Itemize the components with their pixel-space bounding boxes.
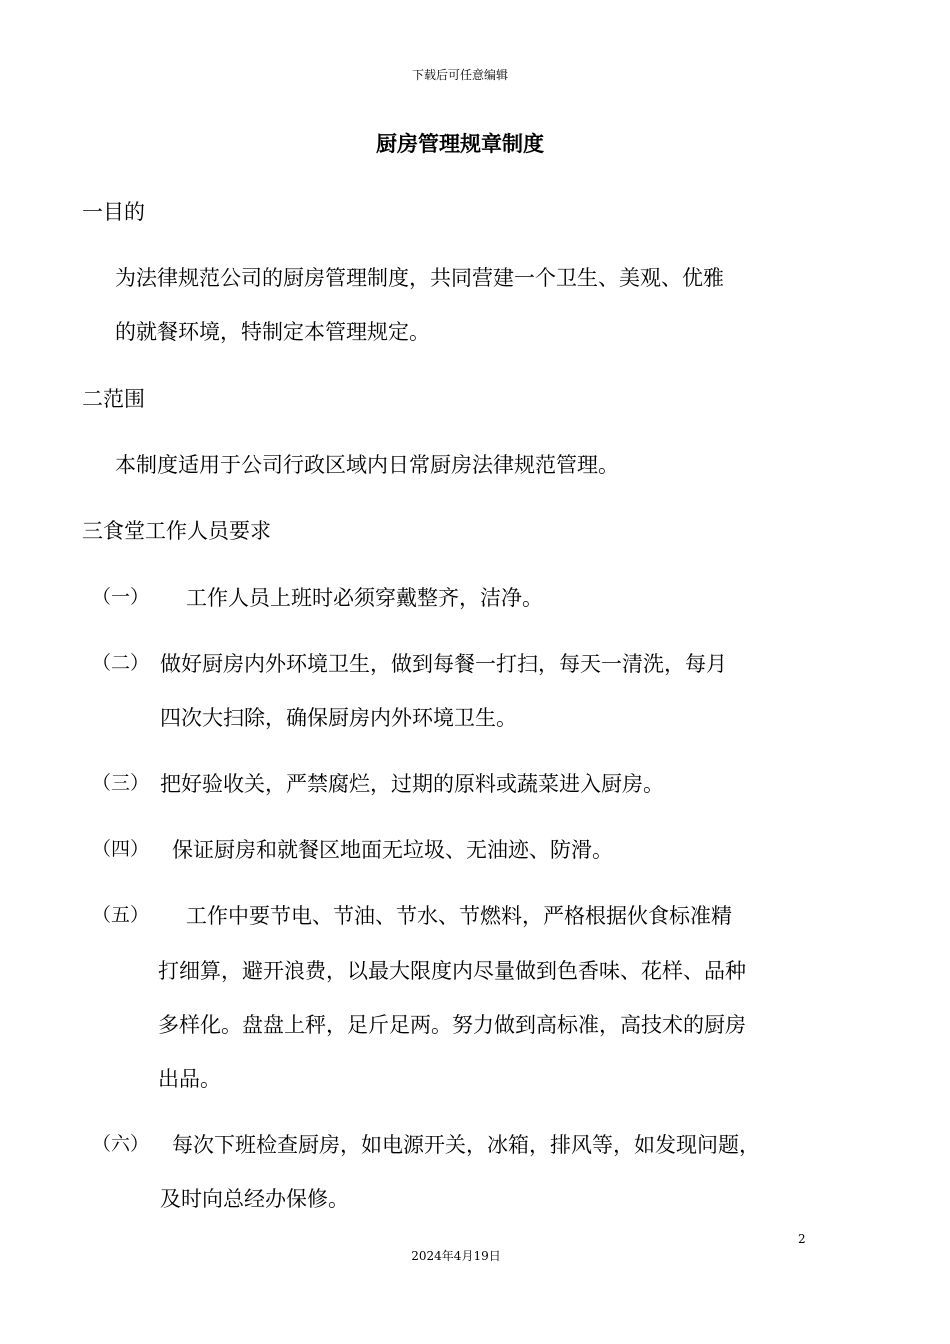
item-text-line: 每次下班检查厨房，如电源开关，冰箱，排风等，如发现问题， [172,1133,760,1157]
section-heading-staff-requirements: 三食堂工作人员要求 [82,519,271,543]
section-heading-purpose: 一目的 [82,200,145,224]
purpose-text-line-2: 的就餐环境，特制定本管理规定。 [115,320,430,344]
section-heading-scope: 二范围 [82,387,145,411]
item-text-line: 打细算，避开浪费，以最大限度内尽量做到色香味、花样、品种 [158,959,746,983]
item-text-line: 四次大扫除，确保厨房内外环境卫生。 [160,706,517,730]
footer-date: 2024年4月19日 [411,1249,501,1263]
item-text-line: 出品。 [158,1067,221,1091]
item-text-line: 保证厨房和就餐区地面无垃圾、无油迹、防滑。 [172,838,613,862]
item-text-line: 工作人员上班时必须穿戴整齐，洁净。 [186,586,543,610]
item-text-line: 及时向总经办保修。 [160,1187,349,1211]
item-text-line: 做好厨房内外环境卫生，做到每餐一打扫，每天一清洗，每月 [160,652,727,676]
item-number: （三） [92,772,150,794]
item-number: （一） [92,586,150,608]
document-title: 厨房管理规章制度 [376,132,544,156]
item-text-line: 多样化。盘盘上秤，足斤足两。努力做到高标准，高技术的厨房 [158,1013,746,1037]
item-text-line: 工作中要节电、节油、节水、节燃料，严格根据伙食标准精 [186,904,732,928]
purpose-text-line-1: 为法律规范公司的厨房管理制度，共同营建一个卫生、美观、优雅 [115,266,724,290]
item-text-line: 把好验收关，严禁腐烂，过期的原料或蔬菜进入厨房。 [160,772,664,796]
header-note: 下载后可任意编辑 [411,68,508,82]
scope-text-line-1: 本制度适用于公司行政区域内日常厨房法律规范管理。 [115,453,619,477]
item-number: （五） [92,904,150,926]
item-number: （六） [92,1133,150,1155]
page-number: 2 [798,1232,806,1246]
item-number: （二） [92,652,150,674]
item-number: （四） [92,838,150,860]
